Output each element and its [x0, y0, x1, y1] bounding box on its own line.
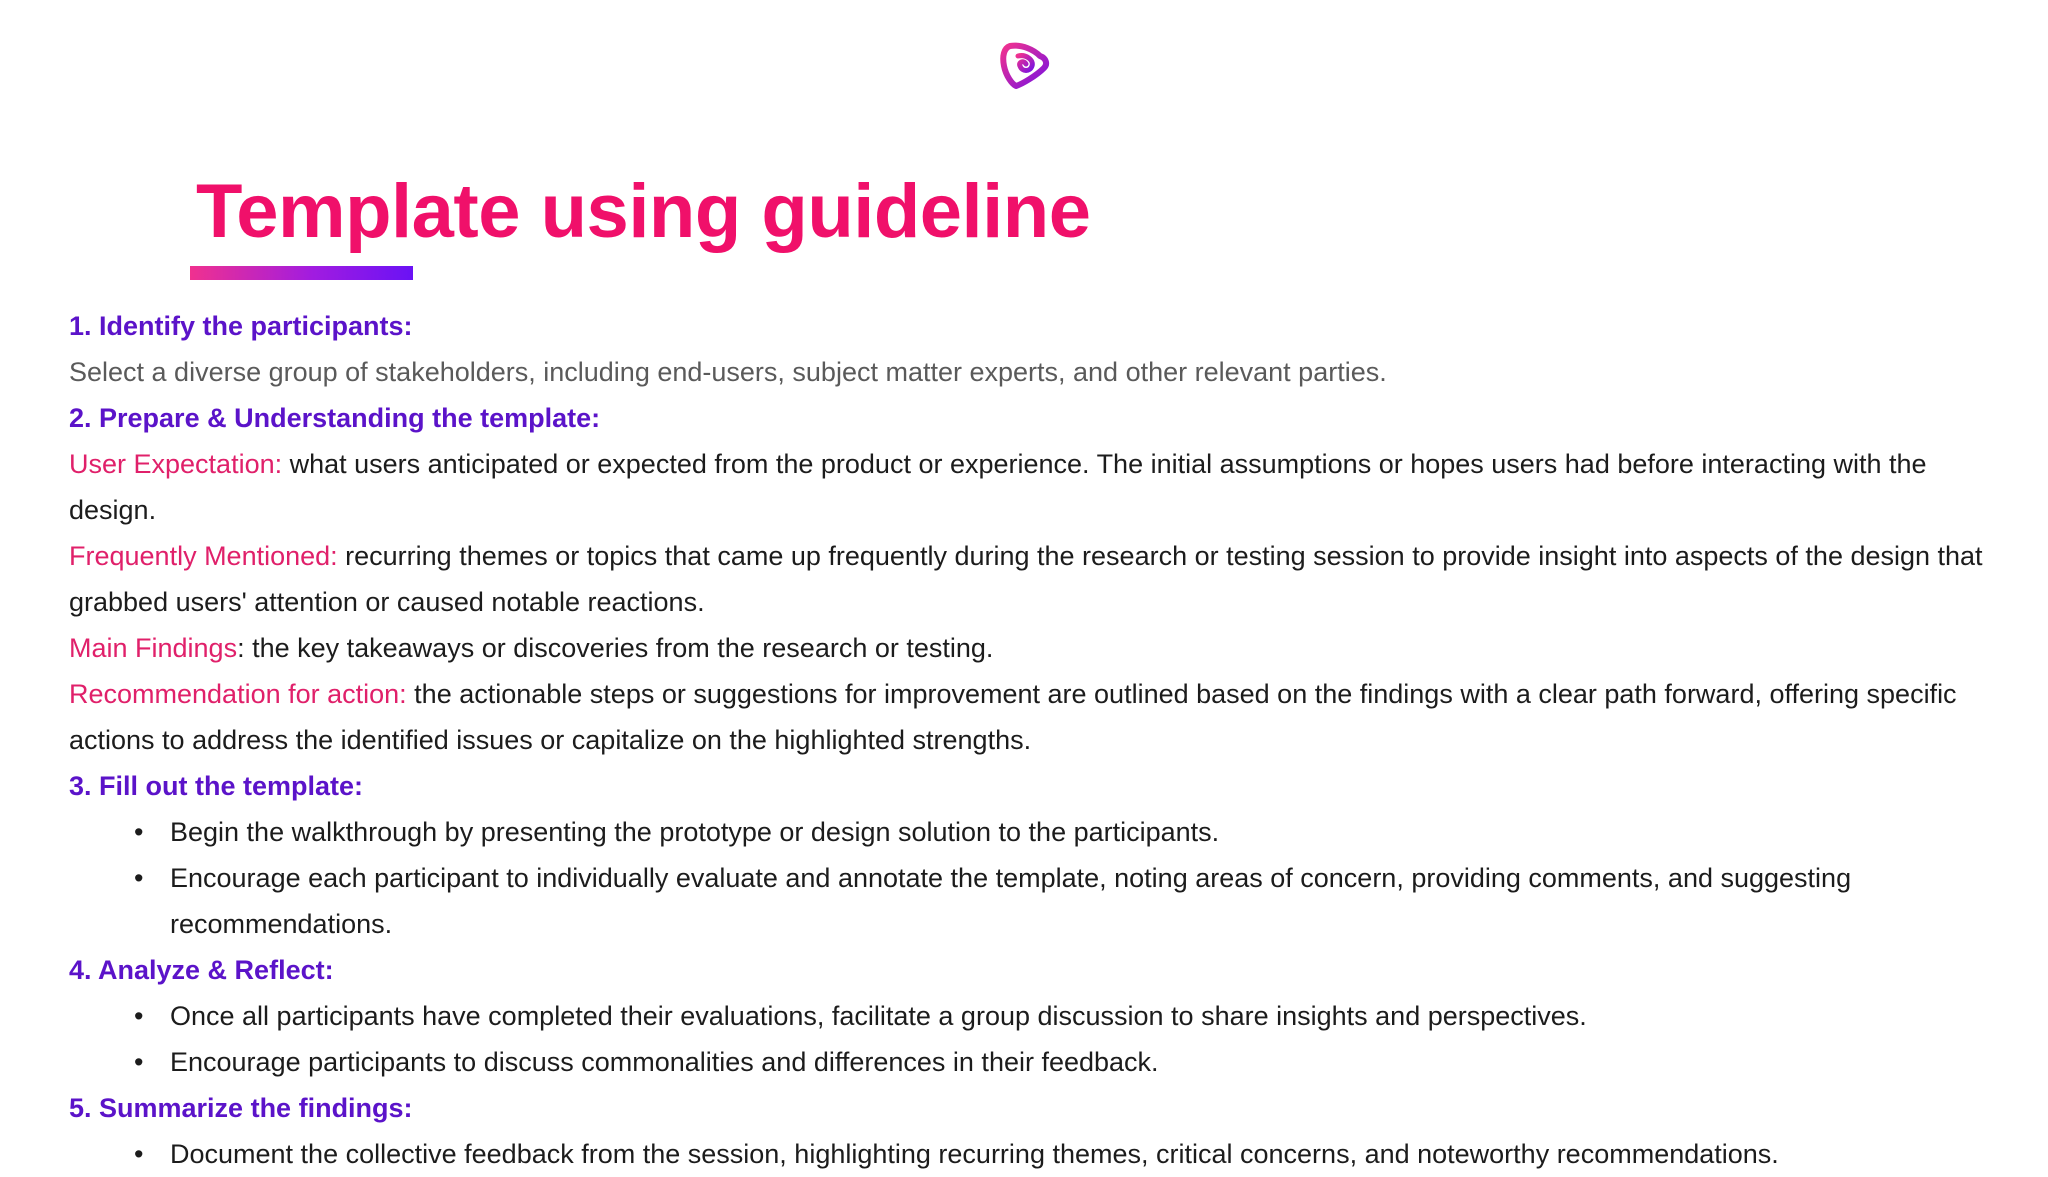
definition-term: Recommendation for action: — [69, 679, 407, 709]
section-heading-prepare: 2. Prepare & Understanding the template: — [69, 403, 601, 433]
section-heading-summarize: 5. Summarize the findings: — [69, 1093, 413, 1123]
bullet-list-analyze — [69, 993, 2019, 1085]
definition-text: : the key takeaways or discoveries from the research or testing. — [237, 633, 994, 663]
definition-item — [69, 671, 2019, 763]
page-title: Template using guideline — [196, 169, 1091, 254]
guideline-content — [69, 303, 2019, 1177]
list-item: • Once all participants have completed their evaluations, facilitate a group discussion to share insights and perspectives. — [170, 993, 2019, 1039]
title-underline-bar — [190, 266, 413, 280]
list-item: • Begin the walkthrough by presenting the prototype or design solution to the participants. — [170, 809, 2019, 855]
definition-term: Frequently Mentioned: — [69, 541, 338, 571]
definition-term: User Expectation: — [69, 449, 283, 479]
definition-term: Main Findings — [69, 633, 238, 663]
section-heading-identify: 1. Identify the participants: — [69, 311, 413, 341]
section-heading-analyze: 4. Analyze & Reflect: — [69, 955, 334, 985]
definition-text: the actionable steps or suggestions for improvement are outlined based on the findings with a clear path forward, offering specific actions to address the identified issues or capitalize on the highlighted strengths. — [69, 679, 1957, 755]
bullet-list-fill-out — [69, 809, 2019, 947]
heart-play-logo-icon — [996, 36, 1052, 92]
section-heading-fill-out: 3. Fill out the template: — [69, 771, 364, 801]
definition-text: what users anticipated or expected from the product or experience. The initial assumptions or hopes users had before interacting with the design. — [69, 449, 1927, 525]
section-text-identify: Select a diverse group of stakeholders, including end-users, subject matter experts, and other relevant parties. — [69, 357, 1387, 387]
definition-text: recurring themes or topics that came up frequently during the research or testing session to provide insight into aspects of the design that grabbed users' attention or caused notable reactions. — [69, 541, 1983, 617]
list-item: • Encourage participants to discuss commonalities and differences in their feedback. — [170, 1039, 2019, 1085]
list-item: • Encourage each participant to individually evaluate and annotate the template, noting areas of concern, providing comments, and suggesting recommendations. — [170, 855, 2019, 947]
definition-item — [69, 533, 2019, 625]
bullet-list-summarize — [69, 1131, 2019, 1177]
definition-item — [69, 625, 2019, 671]
definition-item — [69, 441, 2019, 533]
list-item: • Document the collective feedback from the session, highlighting recurring themes, critical concerns, and noteworthy recommendations. — [170, 1131, 2019, 1177]
